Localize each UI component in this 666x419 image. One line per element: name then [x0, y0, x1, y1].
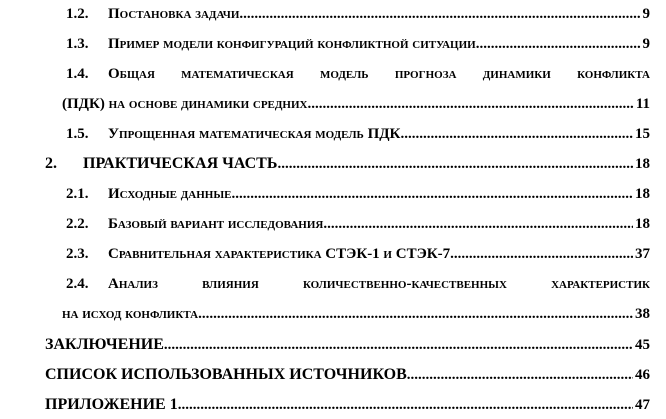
toc-entry-number: 2.2.	[66, 216, 89, 232]
toc-entry-number: 1.4.	[66, 66, 89, 82]
toc-entry-title-line1: Общая математическая модель прогноза динамики конфликта	[108, 66, 650, 82]
toc-entry-page: 18	[635, 156, 650, 172]
toc-leader-dots	[407, 361, 633, 389]
toc-entry-1-4-cont[interactable]	[62, 90, 650, 118]
toc-entry-1-3[interactable]	[66, 30, 650, 58]
toc-entry-2-3[interactable]	[66, 240, 650, 268]
toc-entry-number: 2.4.	[66, 276, 89, 292]
toc-leader-dots	[232, 180, 634, 208]
toc-entry-page: 18	[635, 186, 650, 202]
toc-leader-dots	[476, 30, 641, 58]
toc-entry-title: Сравнительная характеристика СТЭК-1 и СТЭК-7	[108, 246, 451, 262]
toc-entry-2-4[interactable]	[66, 270, 650, 298]
toc-entry-1-4[interactable]	[66, 60, 650, 88]
toc-entry-title: Упрощенная математическая модель ПДК	[108, 126, 401, 142]
toc-entry-number: 2.1.	[66, 186, 89, 202]
toc-entry-title: ПРАКТИЧЕСКАЯ ЧАСТЬ	[83, 155, 278, 172]
toc-entry-number: 1.5.	[66, 126, 89, 142]
toc-leader-dots	[239, 0, 640, 28]
toc-entry-page: 47	[635, 397, 650, 413]
toc-entry-2-1[interactable]	[66, 180, 650, 208]
toc-entry-page: 18	[635, 216, 650, 232]
toc-entry-page: 9	[642, 36, 650, 52]
toc-entry-page: 11	[635, 96, 650, 112]
toc-entry-page: 9	[642, 6, 650, 22]
toc-leader-dots	[450, 240, 633, 268]
toc-entry-page: 46	[635, 367, 650, 383]
toc-leader-dots	[164, 331, 633, 359]
toc-entry-number: 2.3.	[66, 246, 89, 262]
toc-entry-title: ПРИЛОЖЕНИЕ 1	[45, 396, 178, 413]
toc-entry-2-4-cont[interactable]	[62, 300, 650, 328]
toc-entry-page: 37	[635, 246, 650, 262]
toc-entry-appendix-1[interactable]	[45, 391, 650, 419]
toc-entry-page: 15	[635, 126, 650, 142]
toc-leader-dots	[198, 300, 633, 328]
toc-entry-2-2[interactable]	[66, 210, 650, 238]
toc-entry-title: Исходные данные	[108, 186, 232, 202]
toc-entry-title-line2: на исход конфликта	[62, 306, 199, 322]
toc-leader-dots	[277, 150, 633, 178]
toc-entry-title: Пример модели конфигураций конфликтной ситуации	[108, 36, 476, 52]
toc-entry-references[interactable]	[45, 361, 650, 389]
toc-entry-conclusion[interactable]	[45, 331, 650, 359]
toc-entry-title: Постановка задачи	[108, 6, 240, 22]
toc-entry-2[interactable]	[45, 150, 650, 178]
toc-entry-title: СПИСОК ИСПОЛЬЗОВАННЫХ ИСТОЧНИКОВ	[45, 366, 407, 383]
toc-leader-dots	[178, 391, 633, 419]
toc-entry-title-line2: (ПДК) на основе динамики средних	[62, 96, 308, 112]
toc-leader-dots	[323, 210, 633, 238]
toc-entry-1-5[interactable]	[66, 120, 650, 148]
toc-entry-number: 2.	[45, 155, 57, 172]
toc-entry-title: ЗАКЛЮЧЕНИЕ	[45, 336, 164, 353]
toc-entry-page: 45	[635, 337, 650, 353]
toc-entry-title-line1: Анализ влияния количественно-качественных характеристик	[108, 276, 650, 292]
toc-entry-number: 1.3.	[66, 36, 89, 52]
toc-leader-dots	[308, 90, 634, 118]
toc-entry-page: 38	[635, 306, 650, 322]
toc-leader-dots	[400, 120, 633, 148]
toc-entry-1-2[interactable]	[66, 0, 650, 28]
toc-entry-number: 1.2.	[66, 6, 89, 22]
toc-entry-title: Базовый вариант исследования	[108, 216, 324, 232]
